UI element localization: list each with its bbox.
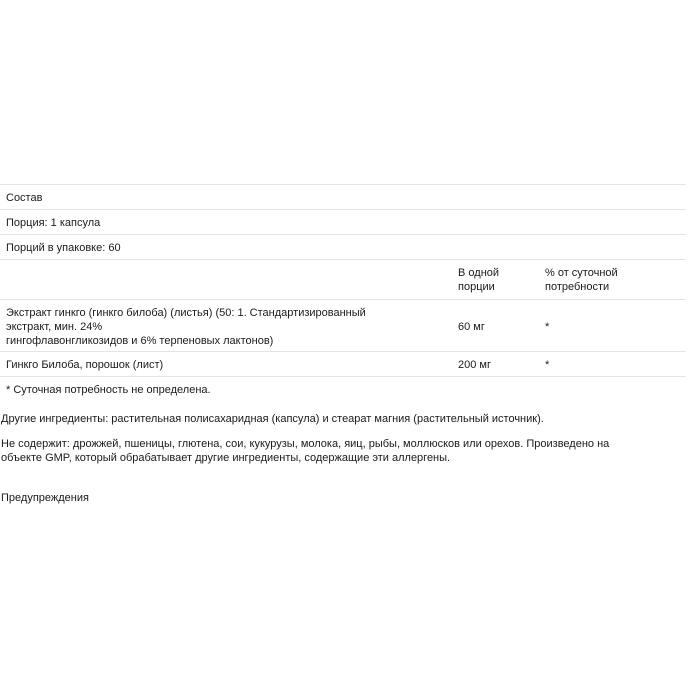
servings-per-container-row: [0, 235, 686, 260]
footnote-row: [0, 377, 686, 403]
column-header-row: [0, 260, 686, 300]
serving-size: Порция: 1 капсула: [6, 217, 101, 229]
table-title-row: [0, 185, 686, 210]
ingredient-name: Гинкго Билоба, порошок (лист): [6, 359, 164, 371]
other-ingredients: Другие ингредиенты: растительная полисахаридная (капсула) и стеарат магния (растительный источник).: [1, 413, 544, 425]
allergen-statement: Не содержит: дрожжей, пшеницы, глютена, сои, кукурузы, молока, яиц, рыбы, моллюсков или орехов. Произведено на объекте GMP, который обрабатывает другие ингредиенты, содержащие эти аллергены.: [1, 438, 610, 464]
table-title: Состав: [6, 192, 43, 204]
table-row: [0, 300, 686, 352]
ingredient-daily-value: *: [545, 359, 550, 371]
ingredient-amount: 60 мг: [458, 321, 485, 333]
table-row: [0, 352, 686, 377]
ingredient-daily-value: *: [545, 321, 550, 333]
ingredient-name: Экстракт гинкго (гинкго билоба) (листья) (50: 1. Стандартизированный экстракт, мин. 24% гингофлавонгликозидов и 6% терпеновых лактонов): [6, 307, 366, 347]
supplement-facts-table: [0, 184, 686, 403]
servings-per-container: Порций в упаковке: 60: [6, 242, 121, 254]
footnote: * Суточная потребность не определена.: [6, 384, 211, 396]
serving-size-row: [0, 210, 686, 235]
warnings-heading: Предупреждения: [1, 492, 89, 504]
amount-column-header: В одной порции: [458, 267, 500, 293]
daily-value-column-header: % от суточной потребности: [545, 267, 618, 293]
ingredient-amount: 200 мг: [458, 359, 491, 371]
